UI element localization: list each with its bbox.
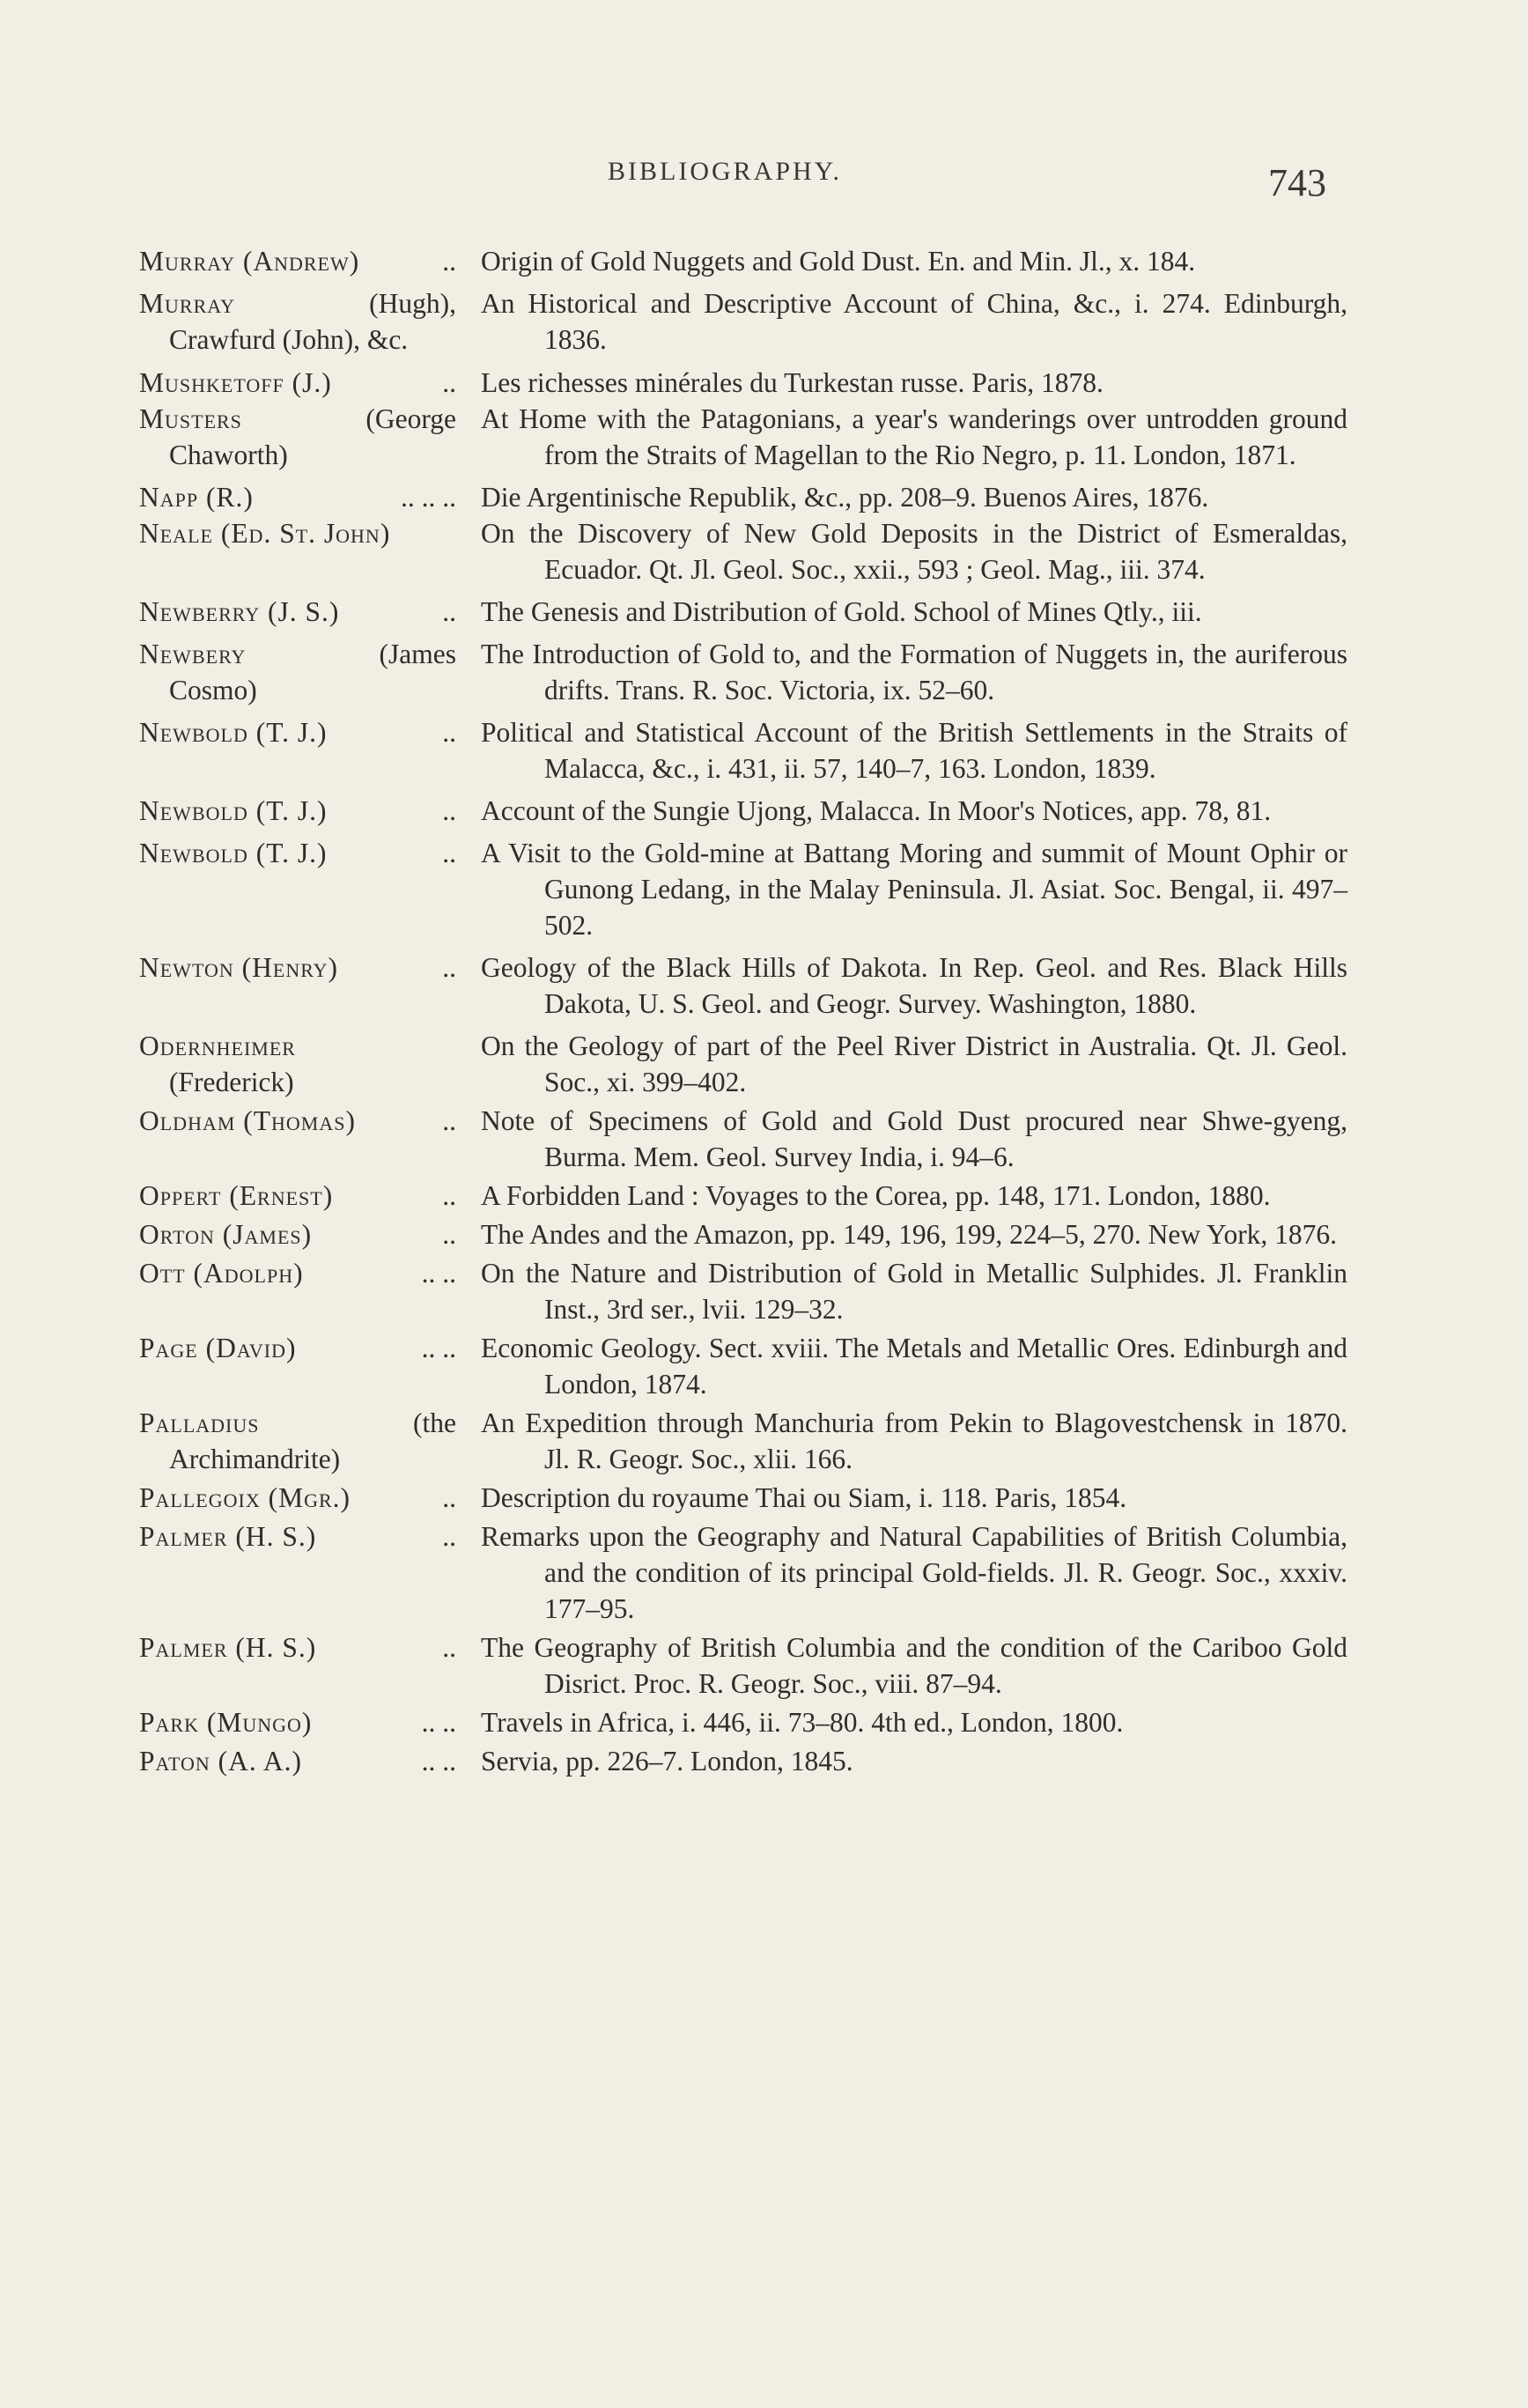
entry-reference: The Introduction of Gold to, and the Formation of Nuggets in, the auriferous drifts. Trans. R. Soc. Victoria, ix. 52–60. bbox=[481, 639, 1347, 705]
bibliography-entry bbox=[132, 793, 1347, 829]
entry-reference: An Historical and Descriptive Account of China, &c., i. 274. Edinburgh, 1836. bbox=[481, 288, 1347, 355]
entry-reference: Geology of the Black Hills of Dakota. In Rep. Geol. and Res. Black Hills Dakota, U. S. Geol. and Geogr. Survey. Washington, 1880. bbox=[481, 952, 1347, 1019]
entry-author bbox=[132, 949, 477, 986]
author-suffix: .. bbox=[442, 367, 456, 398]
entry-author bbox=[132, 1704, 477, 1740]
entry-reference: Economic Geology. Sect. xviii. The Metals and Metallic Ores. Edinburgh and London, 1874. bbox=[481, 1333, 1347, 1400]
entry-author bbox=[132, 1178, 477, 1214]
entry-reference: On the Geology of part of the Peel River District in Australia. Qt. Jl. Geol. Soc., xi. 399–402. bbox=[481, 1030, 1347, 1097]
entry-author bbox=[132, 636, 477, 708]
entry-author bbox=[132, 479, 477, 515]
author-name: Murray bbox=[139, 288, 235, 319]
entry-author bbox=[132, 1216, 477, 1252]
bibliography-entry bbox=[132, 1255, 1347, 1327]
entry-author bbox=[132, 1330, 477, 1366]
author-line bbox=[139, 1480, 456, 1516]
entry-author bbox=[132, 793, 477, 829]
entry-author bbox=[132, 365, 477, 401]
author-suffix: (James bbox=[379, 639, 456, 669]
author-line bbox=[139, 1405, 456, 1441]
author-line bbox=[139, 1330, 456, 1366]
author-line bbox=[139, 594, 456, 630]
author-suffix: .. .. bbox=[421, 1746, 456, 1776]
author-suffix: (Hugh), bbox=[369, 288, 456, 319]
author-line bbox=[139, 835, 456, 871]
author-suffix: (the bbox=[413, 1407, 456, 1438]
author-name: Newberry (J. S.) bbox=[139, 596, 340, 627]
author-name: Odernheimer bbox=[139, 1030, 296, 1061]
author-line bbox=[139, 479, 456, 515]
bibliography-entry bbox=[132, 1480, 1347, 1516]
author-name: Newbold (T. J.) bbox=[139, 795, 328, 826]
bibliography-entry bbox=[132, 714, 1347, 787]
entry-author bbox=[132, 515, 477, 551]
entry-author bbox=[132, 1405, 477, 1477]
author-suffix: .. bbox=[442, 1219, 456, 1250]
author-name: Paton (A. A.) bbox=[139, 1746, 303, 1776]
author-suffix: .. bbox=[442, 596, 456, 627]
author-line bbox=[139, 1178, 456, 1214]
entry-reference: An Expedition through Manchuria from Pekin to Blagovestchensk in 1870. Jl. R. Geogr. Soc., xlii. 166. bbox=[481, 1407, 1347, 1474]
bibliography-entry bbox=[132, 401, 1347, 473]
bibliography-entry bbox=[132, 594, 1347, 630]
author-name: Oldham (Thomas) bbox=[139, 1105, 356, 1136]
bibliography-entry bbox=[132, 1103, 1347, 1175]
entry-reference: On the Discovery of New Gold Deposits in the District of Esmeraldas, Ecuador. Qt. Jl. Geol. Soc., xxii., 593 ; Geol. Mag., iii. 374. bbox=[481, 518, 1347, 585]
author-name: Palladius bbox=[139, 1407, 260, 1438]
author-suffix: .. bbox=[442, 1180, 456, 1211]
entry-author bbox=[132, 594, 477, 630]
author-continuation: Archimandrite) bbox=[169, 1444, 341, 1474]
entry-author bbox=[132, 1743, 477, 1779]
author-line bbox=[139, 401, 456, 437]
author-name: Newbery bbox=[139, 639, 247, 669]
author-name: Palmer (H. S.) bbox=[139, 1521, 317, 1552]
entry-reference: Origin of Gold Nuggets and Gold Dust. En. and Min. Jl., x. 184. bbox=[481, 246, 1196, 277]
entry-reference: On the Nature and Distribution of Gold in Metallic Sulphides. Jl. Franklin Inst., 3rd ser., lvii. 129–32. bbox=[481, 1258, 1347, 1325]
entry-reference: Note of Specimens of Gold and Gold Dust procured near Shwe-gyeng, Burma. Mem. Geol. Survey India, i. 94–6. bbox=[481, 1105, 1347, 1172]
entry-author bbox=[132, 1255, 477, 1291]
author-name: Mushketoff (J.) bbox=[139, 367, 332, 398]
bibliography-entry bbox=[132, 1216, 1347, 1252]
author-suffix: .. .. bbox=[421, 1333, 456, 1363]
author-line bbox=[139, 243, 456, 279]
bibliography-entry bbox=[132, 1743, 1347, 1779]
author-line bbox=[139, 1103, 456, 1139]
entry-reference: Servia, pp. 226–7. London, 1845. bbox=[481, 1746, 853, 1776]
entry-reference: The Andes and the Amazon, pp. 149, 196, 199, 224–5, 270. New York, 1876. bbox=[481, 1219, 1338, 1250]
author-line bbox=[139, 1629, 456, 1666]
author-suffix: .. bbox=[442, 838, 456, 868]
author-suffix: .. bbox=[442, 246, 456, 277]
author-line bbox=[139, 636, 456, 672]
author-line bbox=[139, 1743, 456, 1779]
bibliography-entry bbox=[132, 636, 1347, 708]
bibliography-entry bbox=[132, 515, 1347, 587]
author-suffix: .. bbox=[442, 717, 456, 748]
author-name: Ott (Adolph) bbox=[139, 1258, 304, 1289]
author-line bbox=[139, 793, 456, 829]
author-suffix: .. .. bbox=[421, 1258, 456, 1289]
entry-reference: At Home with the Patagonians, a year's wanderings over untrodden ground from the Straits of Magellan to the Rio Negro, p. 11. London, 1871. bbox=[481, 403, 1347, 470]
author-line bbox=[139, 949, 456, 986]
author-name: Napp (R.) bbox=[139, 482, 254, 513]
author-suffix: .. .. .. bbox=[401, 482, 456, 513]
author-name: Pallegoix (Mgr.) bbox=[139, 1482, 351, 1513]
page-number: 743 bbox=[1268, 161, 1326, 204]
bibliography-entry bbox=[132, 835, 1347, 943]
entry-reference: A Forbidden Land : Voyages to the Corea, pp. 148, 171. London, 1880. bbox=[481, 1180, 1271, 1211]
entry-reference: Remarks upon the Geography and Natural Capabilities of British Columbia, and the condition of its principal Gold-fields. Jl. R. Geogr. Soc., xxxiv. 177–95. bbox=[481, 1521, 1347, 1624]
bibliography-entry bbox=[132, 1629, 1347, 1702]
author-name: Park (Mungo) bbox=[139, 1707, 313, 1738]
bibliography-list bbox=[132, 243, 1347, 1779]
author-line bbox=[139, 1704, 456, 1740]
entry-reference: Account of the Sungie Ujong, Malacca. In Moor's Notices, app. 78, 81. bbox=[481, 795, 1272, 826]
bibliography-entry bbox=[132, 479, 1347, 515]
author-name: Neale (Ed. St. John) bbox=[139, 518, 391, 549]
author-line bbox=[139, 365, 456, 401]
entry-author bbox=[132, 714, 477, 750]
bibliography-entry bbox=[132, 1178, 1347, 1214]
entry-author bbox=[132, 285, 477, 358]
author-suffix: .. bbox=[442, 1632, 456, 1663]
bibliography-entry bbox=[132, 243, 1347, 279]
author-continuation: Crawfurd (John), &c. bbox=[169, 324, 409, 355]
bibliography-entry bbox=[132, 1518, 1347, 1627]
entry-author bbox=[132, 1629, 477, 1666]
author-line bbox=[139, 1216, 456, 1252]
bibliography-entry bbox=[132, 365, 1347, 401]
entry-reference: Les richesses minérales du Turkestan russe. Paris, 1878. bbox=[481, 367, 1104, 398]
entry-author bbox=[132, 243, 477, 279]
author-suffix: .. bbox=[442, 1105, 456, 1136]
entry-reference: Die Argentinische Republik, &c., pp. 208–9. Buenos Aires, 1876. bbox=[481, 482, 1209, 513]
entry-reference: The Geography of British Columbia and the condition of the Cariboo Gold Disrict. Proc. R. Geogr. Soc., viii. 87–94. bbox=[481, 1632, 1347, 1699]
bibliography-entry bbox=[132, 1405, 1347, 1477]
author-continuation: Chaworth) bbox=[169, 439, 288, 470]
author-suffix: .. bbox=[442, 1521, 456, 1552]
bibliography-entry bbox=[132, 285, 1347, 358]
entry-reference: Description du royaume Thai ou Siam, i. 118. Paris, 1854. bbox=[481, 1482, 1127, 1513]
author-suffix: .. bbox=[442, 1482, 456, 1513]
author-name: Musters bbox=[139, 403, 242, 434]
author-line bbox=[139, 1518, 456, 1555]
entry-author bbox=[132, 1103, 477, 1139]
author-suffix: (George bbox=[365, 403, 456, 434]
author-suffix: .. bbox=[442, 795, 456, 826]
entry-reference: The Genesis and Distribution of Gold. School of Mines Qtly., iii. bbox=[481, 596, 1202, 627]
author-name: Newbold (T. J.) bbox=[139, 838, 328, 868]
entry-reference: A Visit to the Gold-mine at Battang Moring and summit of Mount Ophir or Gunong Ledang, in the Malay Peninsula. Jl. Asiat. Soc. Bengal, ii. 497–502. bbox=[481, 838, 1347, 941]
author-name: Oppert (Ernest) bbox=[139, 1180, 334, 1211]
bibliography-entry bbox=[132, 1330, 1347, 1402]
author-line bbox=[139, 1255, 456, 1291]
bibliography-entry bbox=[132, 1704, 1347, 1740]
entry-author bbox=[132, 1028, 477, 1100]
entry-author bbox=[132, 835, 477, 871]
author-line bbox=[139, 515, 456, 551]
entry-author bbox=[132, 1518, 477, 1555]
entry-reference: Political and Statistical Account of the British Settlements in the Straits of Malacca, &c., i. 431, ii. 57, 140–7, 163. London, 1839. bbox=[481, 717, 1347, 784]
author-name: Orton (James) bbox=[139, 1219, 313, 1250]
author-name: Newton (Henry) bbox=[139, 952, 339, 983]
author-suffix: .. .. bbox=[421, 1707, 456, 1738]
author-name: Newbold (T. J.) bbox=[139, 717, 328, 748]
bibliography-entry bbox=[132, 949, 1347, 1022]
author-name: Murray (Andrew) bbox=[139, 246, 360, 277]
entry-reference: Travels in Africa, i. 446, ii. 73–80. 4th ed., London, 1800. bbox=[481, 1707, 1124, 1738]
author-line bbox=[139, 714, 456, 750]
author-name: Palmer (H. S.) bbox=[139, 1632, 317, 1663]
entry-author bbox=[132, 401, 477, 473]
author-line bbox=[139, 1028, 456, 1064]
author-continuation: Cosmo) bbox=[169, 675, 257, 705]
author-suffix: .. bbox=[442, 952, 456, 983]
author-continuation: (Frederick) bbox=[169, 1067, 294, 1097]
bibliography-entry bbox=[132, 1028, 1347, 1100]
running-title: BIBLIOGRAPHY. bbox=[608, 157, 842, 186]
author-name: Page (David) bbox=[139, 1333, 297, 1363]
author-line bbox=[139, 285, 456, 321]
entry-author bbox=[132, 1480, 477, 1516]
